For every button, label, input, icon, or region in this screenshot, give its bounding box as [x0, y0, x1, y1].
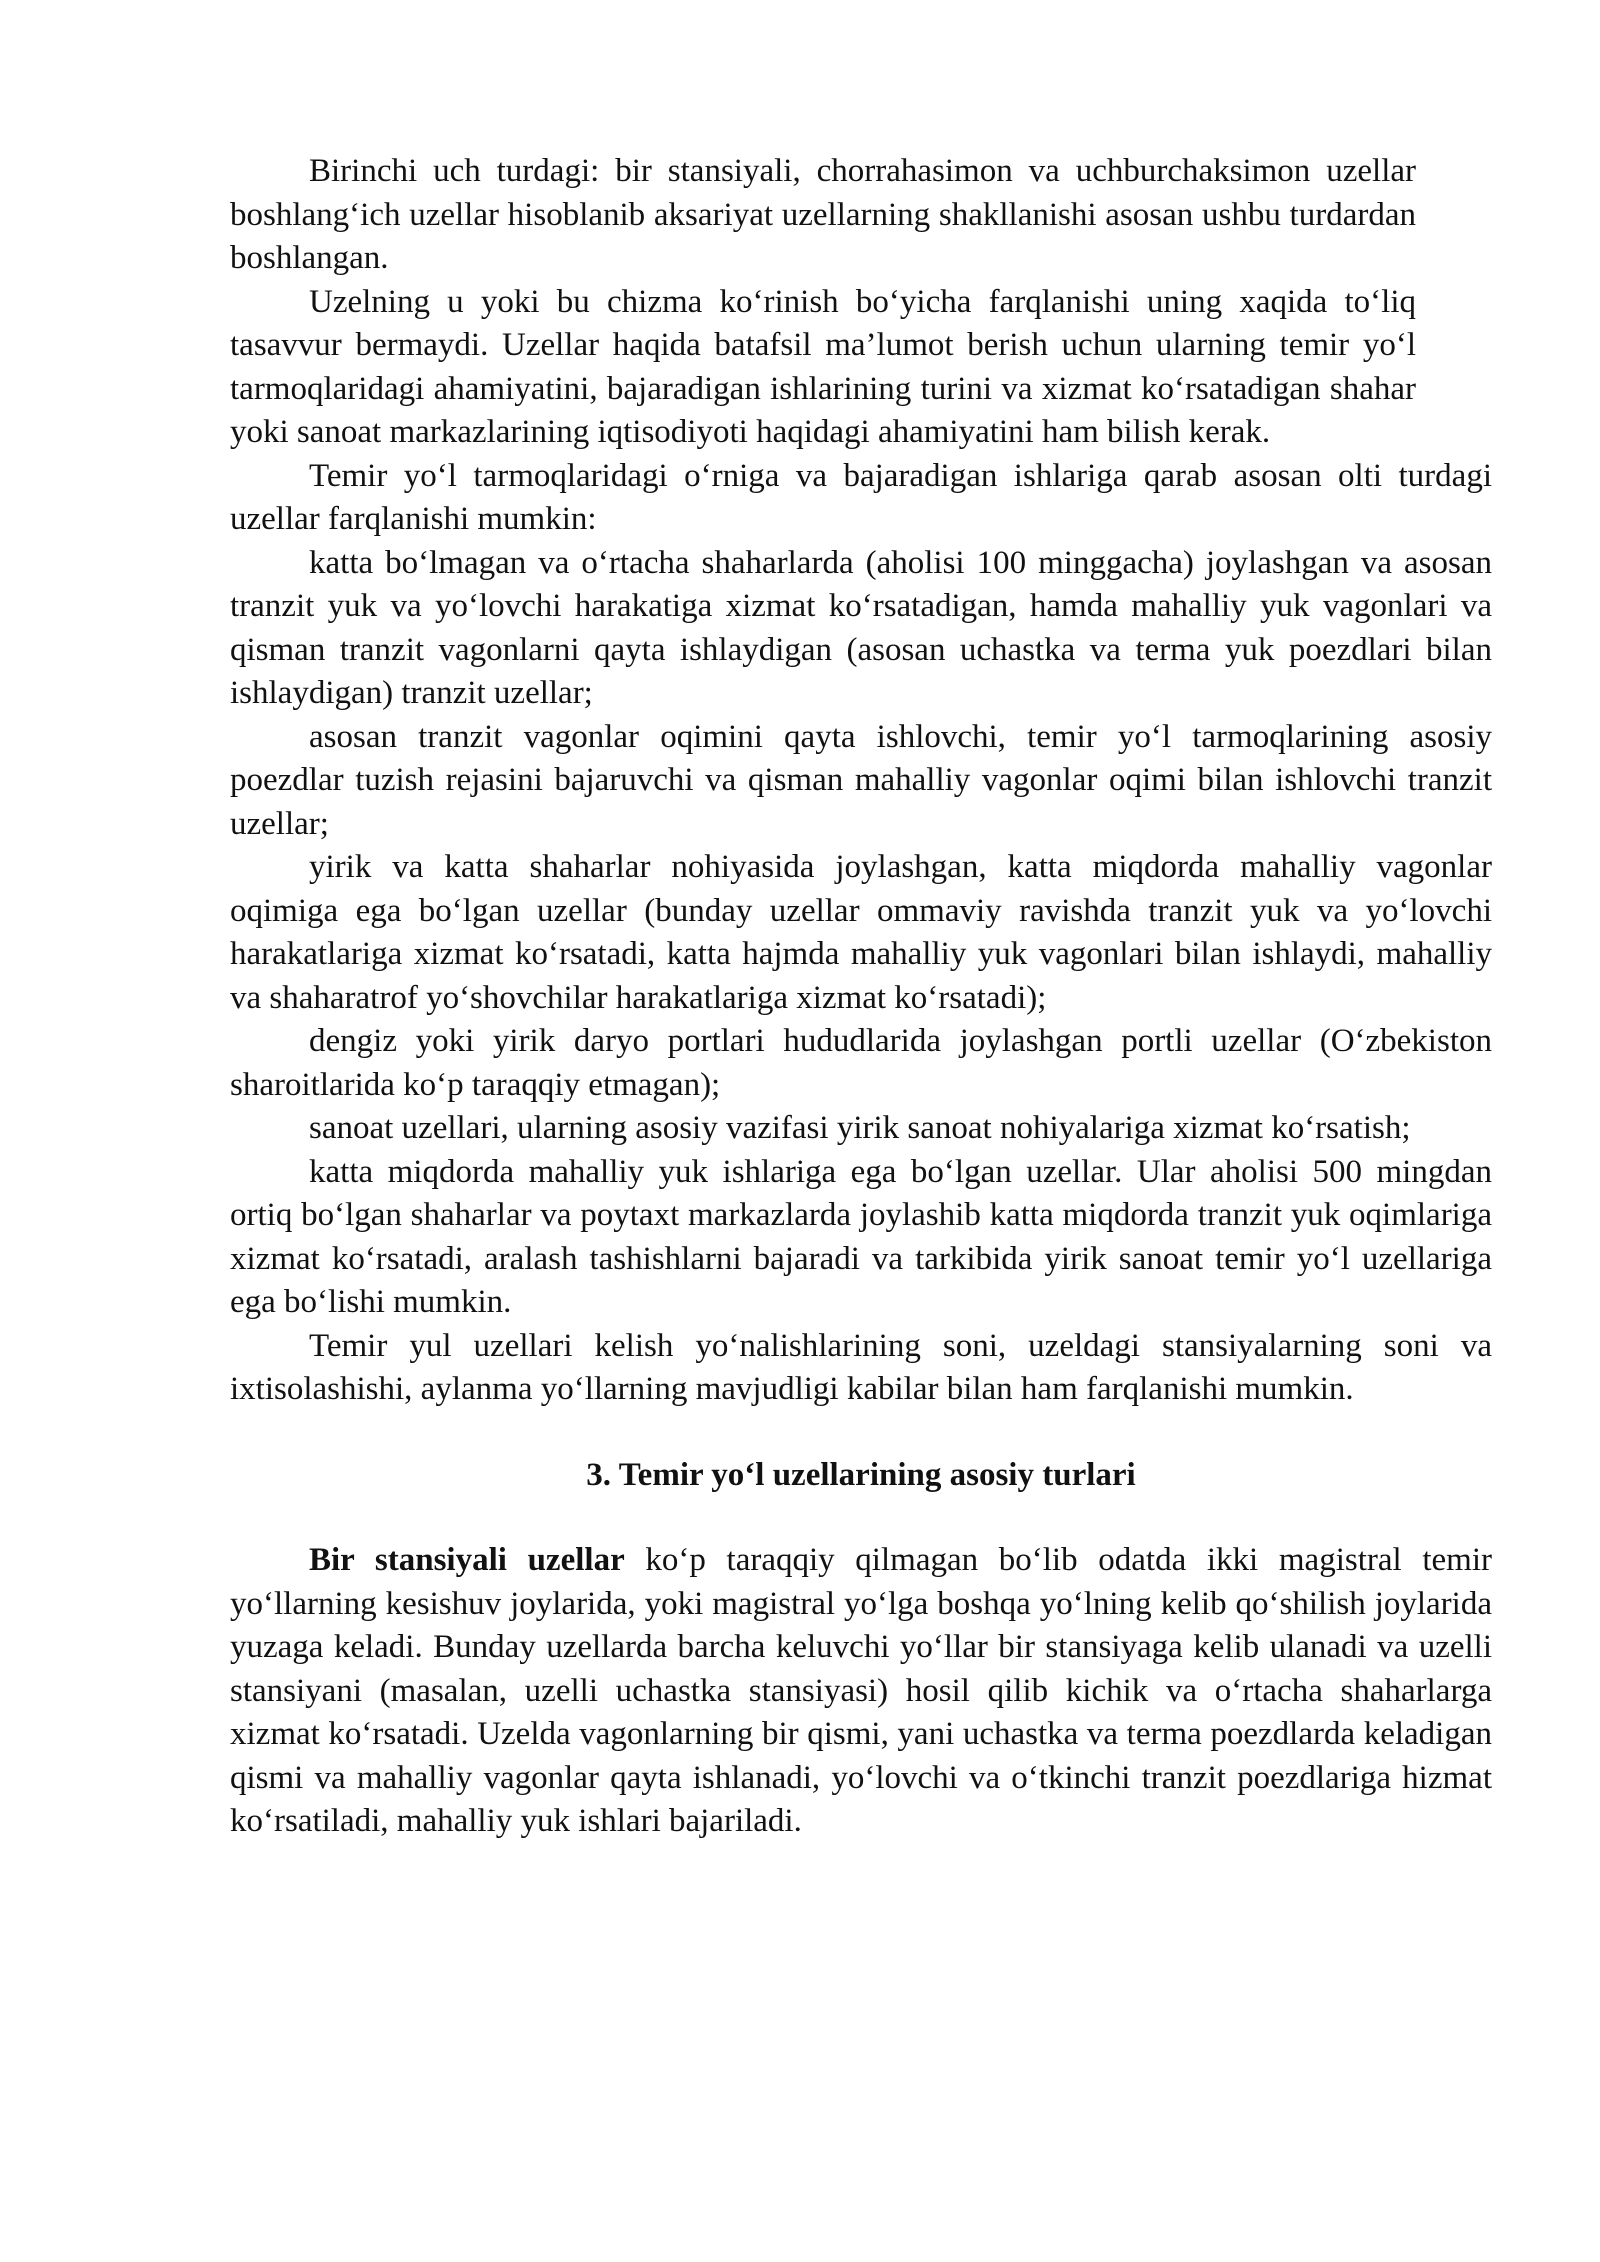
list-paragraph: katta miqdorda mahalliy yuk ishlariga ega bo‘lgan uzellar. Ular aholisi 500 mingdan ortiq bo‘lgan shaharlar va poytaxt markazlarda joylashib katta miqdorda tranzit yuk oqimlariga xizmat ko‘rsatadi, aralash tashishlarni bajaradi va tarkibida yirik sanoat temir yo‘l uzellariga ega bo‘lishi mumkin.: [230, 1153, 1492, 1320]
paragraph-text: ko‘p taraqqiy qilmagan bo‘lib odatda ikki magistral temir yo‘llarning kesishuv joylarida, yoki magistral yo‘lga boshqa yo‘lning kelib qo‘shilish joylarida yuzaga keladi. Bunday uzellarda barcha keluvchi yo‘llar bir stansiyaga kelib ulanadi va uzelli stansiyani (masalan, uzelli uchastka stansiyasi) hosil qilib kichik va o‘rtacha shaharlarga xizmat ko‘rsatadi. Uzelda vagonlarning bir qismi, yani uchastka va terma poezdlarda keladigan qismi va mahalliy vagonlar qayta ishlanadi, yo‘lovchi va o‘tkinchi tranzit poezdlariga hizmat ko‘rsatiladi, mahalliy yuk ishlari bajariladi.: [230, 1542, 1492, 1839]
list-paragraph: yirik va katta shaharlar nohiyasida joylashgan, katta miqdorda mahalliy vagonlar oqimiga ega bo‘lgan uzellar (bunday uzellar ommaviy ravishda tranzit yuk va yo‘lovchi harakatlariga xizmat ko‘rsatadi, katta hajmda mahalliy yuk vagonlari bilan ishlaydi, mahalliy va shaharatrof yo‘shovchilar harakatlariga xizmat ko‘rsatadi);: [230, 849, 1492, 1016]
bold-lead-term: Bir stansiyali uzellar: [309, 1542, 625, 1578]
list-paragraph: dengiz yoki yirik daryo portlari hududlarida joylashgan portli uzellar (O‘zbekiston sharoitlarida ko‘p taraqqiy etmagan);: [230, 1023, 1492, 1103]
paragraph: Temir yo‘l tarmoqlaridagi o‘rniga va bajaradigan ishlariga qarab asosan olti turdagi uzellar farqlanishi mumkin:: [230, 457, 1492, 537]
section-heading: 3. Temir yo‘l uzellarining asosiy turlari: [586, 1456, 1136, 1493]
paragraph: Birinchi uch turdagi: bir stansiyali, chorrahasimon va uchburchaksimon uzellar boshlang‘ich uzellar hisoblanib aksariyat uzellarning shakllanishi asosan ushbu turdardan boshlangan.: [230, 153, 1416, 276]
final-paragraph: [230, 1539, 1492, 1844]
intro-block: [230, 150, 1416, 455]
list-paragraph: katta bo‘lmagan va o‘rtacha shaharlarda (aholisi 100 minggacha) joylashgan va asosan tranzit yuk va yo‘lovchi harakatiga xizmat ko‘rsatadigan, hamda mahalliy yuk vagonlari va qisman tranzit vagonlarni qayta ishlaydigan (asosan uchastka va terma yuk poezdlari bilan ishlaydigan) tranzit uzellar;: [230, 544, 1492, 711]
paragraph: Temir yul uzellari kelish yo‘nalishlarining soni, uzeldagi stansiyalarning soni va ixtisolashishi, aylanma yo‘llarning mavjudligi kabilar bilan ham farqlanishi mumkin.: [230, 1327, 1492, 1407]
paragraph: Uzelning u yoki bu chizma ko‘rinish bo‘yicha farqlanishi uning xaqida to‘liq tasavvur bermaydi. Uzellar haqida batafsil ma’lumot berish uchun ularning temir yo‘l tarmoqlaridagi ahamiyatini, bajaradigan ishlarining turini va xizmat ko‘rsatadigan shahar yoki sanoat markazlarining iqtisodiyoti haqidagi ahamiyatini ham bilish kerak.: [230, 283, 1416, 450]
list-paragraph: sanoat uzellari, ularning asosiy vazifasi yirik sanoat nohiyalariga xizmat ko‘rsatish;: [309, 1110, 1411, 1146]
document-page: [230, 150, 1492, 1844]
list-paragraph: asosan tranzit vagonlar oqimini qayta ishlovchi, temir yo‘l tarmoqlarining asosiy poezdlar tuzish rejasini bajaruvchi va qisman mahalliy vagonlar oqimi bilan ishlovchi tranzit uzellar;: [230, 718, 1492, 842]
